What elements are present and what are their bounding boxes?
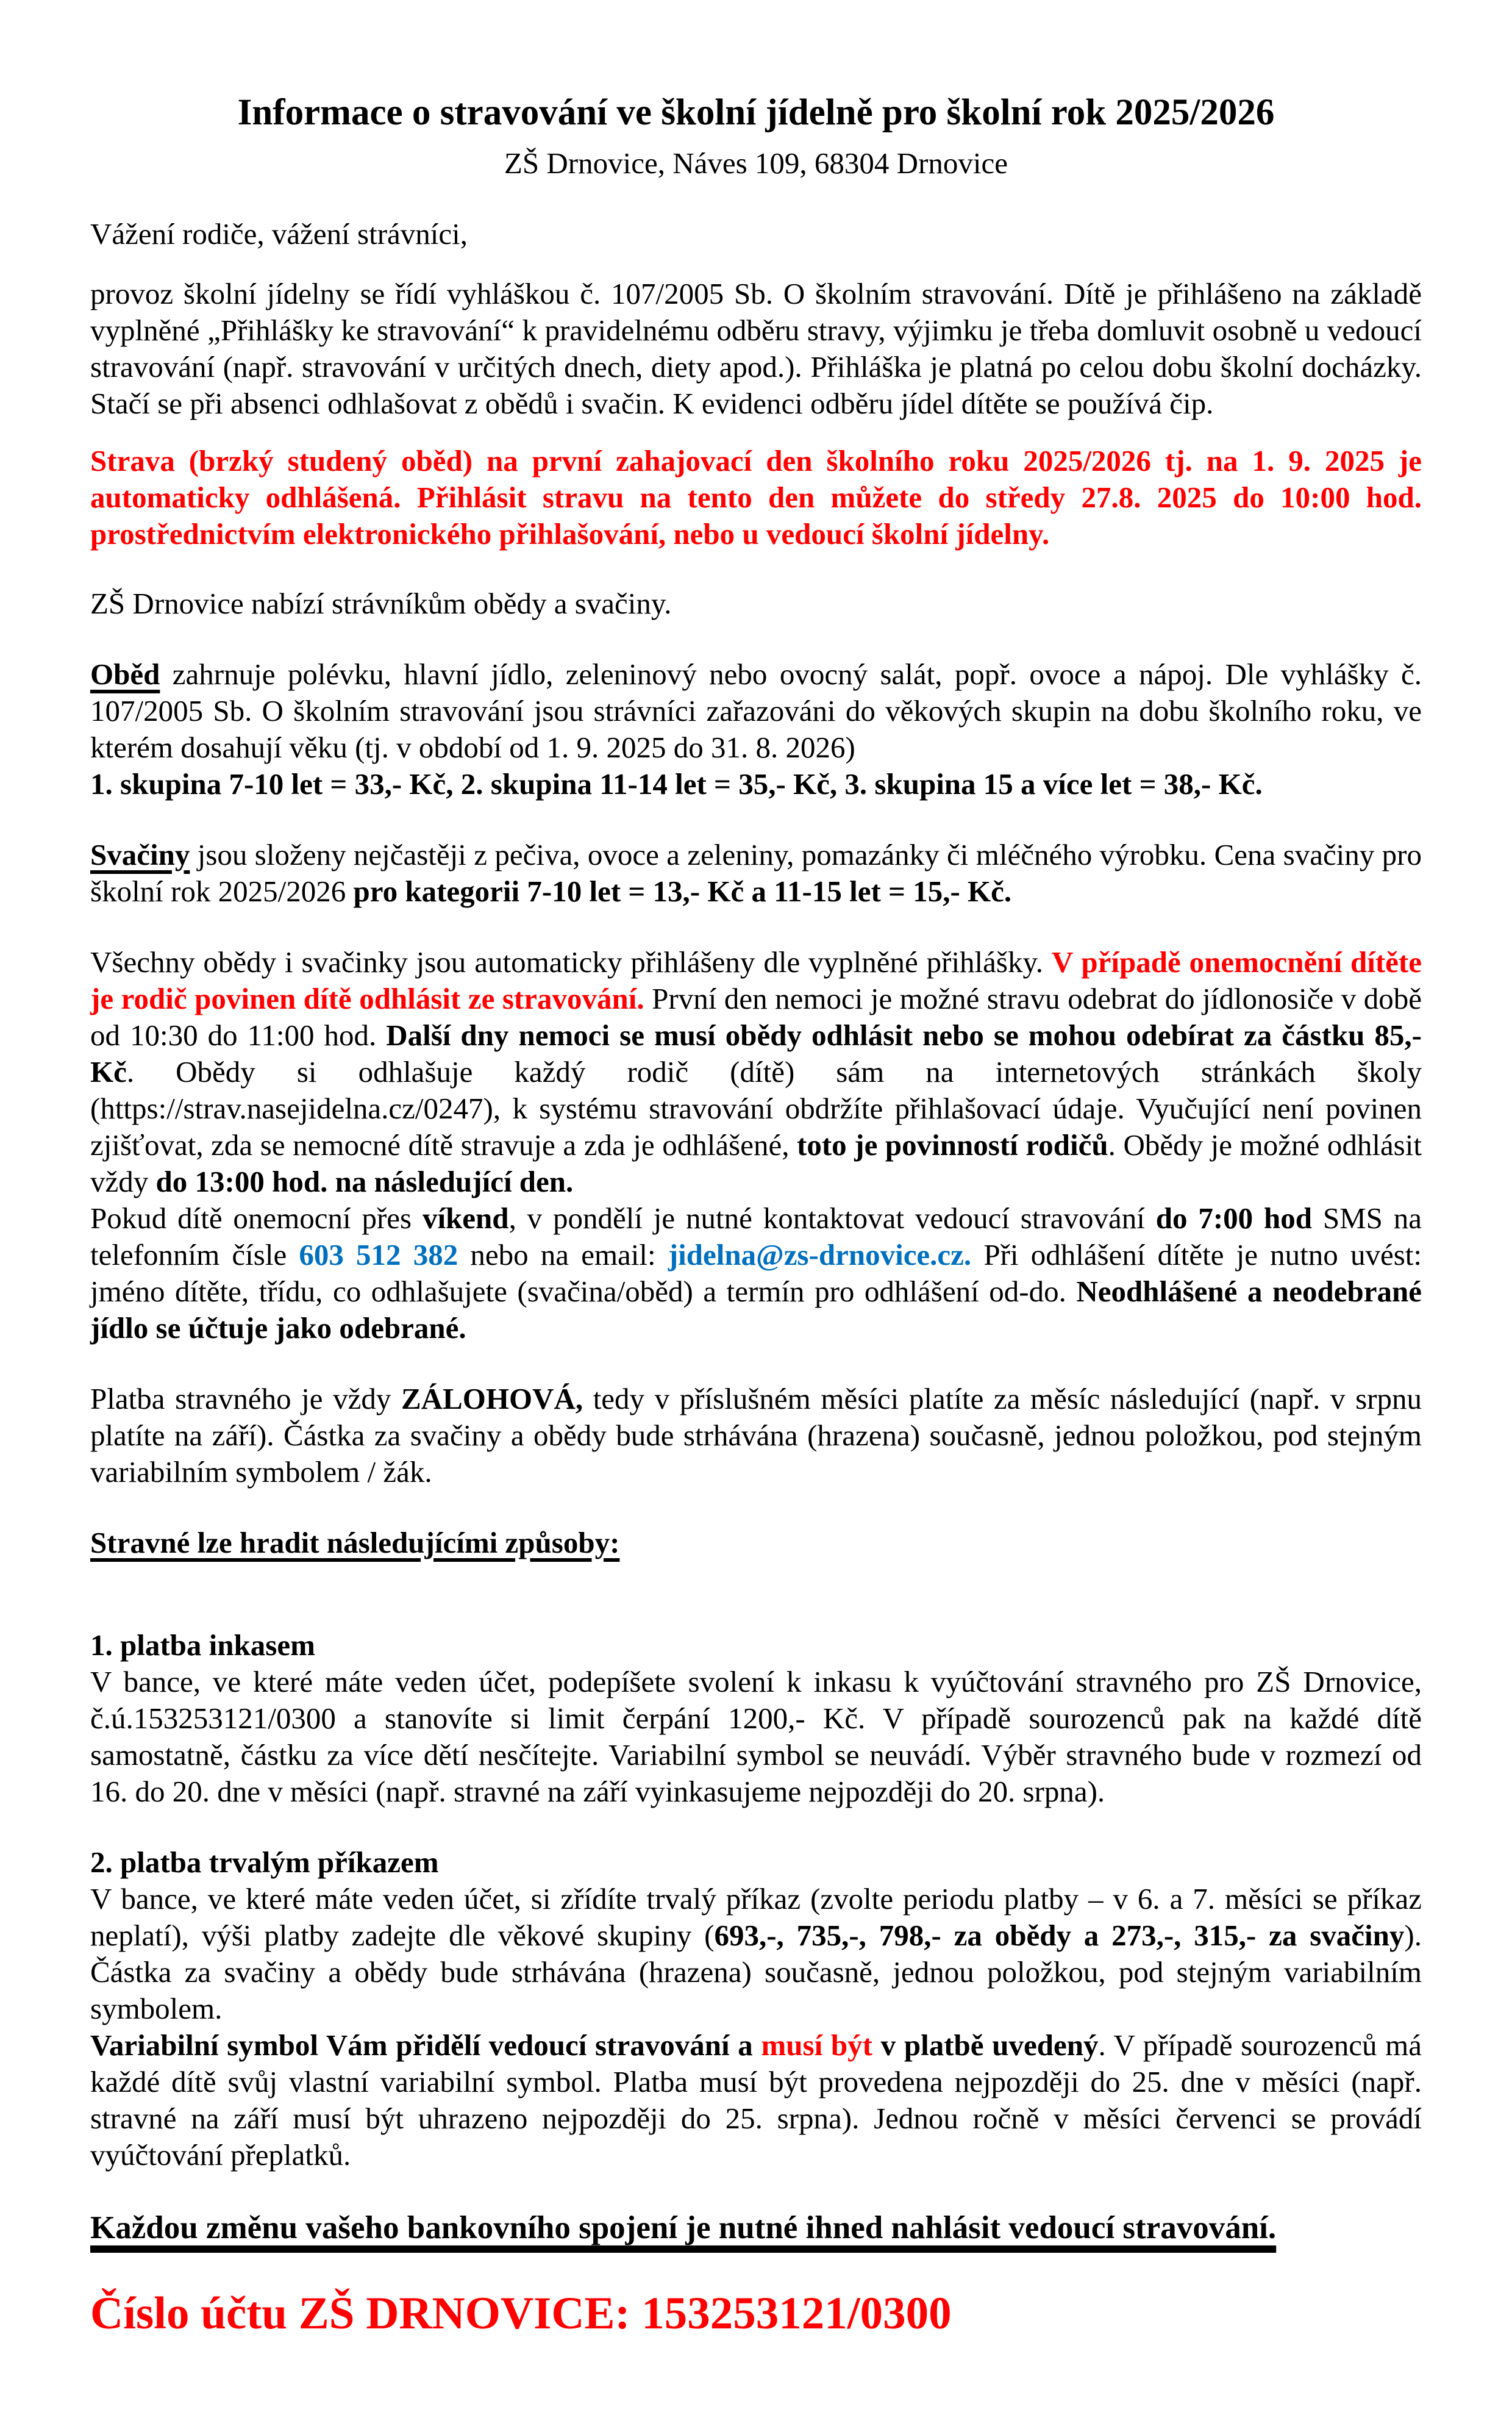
text-run: Každou změnu vašeho bankovního spojení je nutné ihned nahlásit vedoucí stravování. <box>90 2210 1277 2245</box>
text-run: ). Částka za svačiny a obědy bude strhávána (hrazena) současně, jednou položkou, pod stejným variabilním symbolem. <box>90 1919 1422 2025</box>
text-run: Strava (brzký studený oběd) na první zahajovací den školního roku 2025/2026 tj. na 1. 9. 2025 je automaticky odhlášená. Přihlásit stravu na tento den můžete do středy 27.8. 2025 do 10:00 hod. prostřednictvím elektronického přihlašování, nebo u vedoucí školní jídelny. <box>90 444 1422 551</box>
text-run: Platba stravného je vždy <box>90 1382 401 1415</box>
text-run: Neodhlášené a neodebrané jídlo se účtuje jako odebrané. <box>90 1275 1422 1345</box>
paragraph-cancellation <box>90 944 1422 1347</box>
text-run: Oběd <box>90 657 160 691</box>
text-run: První den nemoci je možné stravu odebrat do jídlonosiče v době od 10:30 do 11:00 hod. <box>90 982 1422 1052</box>
text-run: víkend <box>422 1201 509 1235</box>
text-run: provoz školní jídelny se řídí vyhláškou č. 107/2005 Sb. O školním stravování. Dítě je přihlášeno na základě vyplněné „Přihlášky ke stravování“ k pravidelnému odběru stravy, výjimku je třeba domluvit osobně u vedoucí stravování (např. stravování v určitých dnech, diety apod.). Přihláška je platná po celou dobu školní docházky. Stačí se při absenci odhlašovat z obědů i svačin. K evidenci odběru jídel dítěte se používá čip. <box>90 277 1422 420</box>
text-run: . Obědy je možné odhlásit vždy <box>90 1128 1422 1198</box>
text-run: 2. platba trvalým příkazem <box>90 1845 439 1879</box>
text-run: V případě onemocnění dítěte je rodič povinen dítě odhlásit ze stravování. <box>90 945 1422 1015</box>
text-run: SMS na telefonním čísle <box>90 1201 1422 1272</box>
text-run: jsou složeny nejčastěji z pečiva, ovoce a zeleniny, pomazánky či mléčného výrobku. Cena svačiny pro školní rok 2025/2026 <box>90 838 1422 908</box>
paragraph-lunch <box>90 656 1422 803</box>
paragraph-offer <box>90 585 1422 622</box>
text-run: ZÁLOHOVÁ, <box>401 1382 583 1415</box>
text-run: , v pondělí je nutné kontaktovat vedoucí stravování <box>508 1201 1156 1235</box>
text-run: nebo na email: <box>458 1238 668 1272</box>
heading-account-number <box>90 2286 1422 2342</box>
text-run: Pokud dítě onemocní přes <box>90 1201 423 1235</box>
paragraph-intro <box>90 276 1422 422</box>
text-run: Všechny obědy i svačinky jsou automaticky přihlášeny dle vyplněné přihlášky. <box>90 945 1052 979</box>
subheading-standing-order <box>90 1844 1422 1881</box>
text-run: do 13:00 hod. na následující den. <box>155 1165 574 1198</box>
text-run: V bance, ve které máte veden účet, podepíšete svolení k inkasu k vyúčtování stravného pro ZŠ Drnovice, č.ú.153253121/0300 a stanovíte si limit čerpání 1200,- Kč. V případě sourozenců pak na každé dítě samostatně, částku za více dětí nesčítejte. Variabilní symbol se neuvádí. Výběr stravného bude v rozmezí od 16. do 20. dne v měsíci (např. stravné na září vyinkasujeme nejpozději do 20. srpna). <box>90 1665 1422 1808</box>
heading-payment-methods <box>90 1525 1422 1561</box>
text-run: 693,-, 735,-, 798,- za obědy a 273,-, 315,- za svačiny <box>714 1919 1405 1952</box>
document-subtitle: ZŠ Drnovice, Náves 109, 68304 Drnovice <box>504 146 1008 180</box>
text-run: musí být <box>761 2028 872 2062</box>
text-run: Variabilní symbol Vám přidělí vedoucí stravování a <box>90 2028 761 2062</box>
text-run: toto je povinností rodičů <box>797 1128 1108 1162</box>
text-run: . V případě sourozenců má každé dítě svůj vlastní variabilní symbol. Platba musí být provedena nejpozději do 25. dne v měsíci (např. stravné na září musí být uhrazeno nejpozději do 25. srpna). Jednou ročně v měsíci červenci se provádí vyúčtování přeplatků. <box>90 2028 1422 2172</box>
paragraph-snacks <box>90 837 1422 910</box>
red-notice <box>90 443 1422 553</box>
text-run: zahrnuje polévku, hlavní jídlo, zeleninový nebo ovocný salát, popř. ovoce a nápoj. Dle vyhlášky č. 107/2005 Sb. O školním stravování jsou strávníci zařazováni do věkových skupin na dobu školního roku, ve kterém dosahují věku (tj. v období od 1. 9. 2025 do 31. 8. 2026) <box>90 657 1422 764</box>
text-run: . Obědy si odhlašuje každý rodič (dítě) sám na internetových stránkách školy (https://strav.nasejidelna.cz/0247), k systému stravování obdržíte přihlašovací údaje. Vyučující není povinen zjišťovat, zda se nemocné dítě stravuje a zda je odhlášené, <box>90 1055 1422 1162</box>
document-title: Informace o stravování ve školní jídelně pro školní rok 2025/2026 <box>237 92 1275 133</box>
text-run: tedy v příslušném měsíci platíte za měsíc následující (např. v srpnu platíte na září). Částka za svačiny a obědy bude strhávána (hrazena) současně, jednou položkou, pod stejným variabilním symbolem / žák. <box>90 1382 1422 1489</box>
text-run: do 7:00 hod <box>1155 1201 1313 1235</box>
subheading-inkaso <box>90 1627 1422 1664</box>
text-run: Vážení rodiče, vážení strávníci, <box>90 217 468 251</box>
paragraph-inkaso <box>90 1664 1422 1810</box>
text-run: Při odhlášení dítěte je nutno uvést: jméno dítěte, třídu, co odhlašujete (svačina/oběd) a termín pro odhlášení od-do. <box>90 1238 1422 1308</box>
document-body <box>90 216 1422 2342</box>
text-run: Svačiny <box>90 838 190 871</box>
text-run: Další dny nemoci se musí obědy odhlásit nebo se mohou odebírat za částku 85,- Kč <box>90 1018 1422 1089</box>
text-run: pro kategorii 7-10 let = 13,- Kč a 11-15 let = 15,- Kč. <box>353 875 1012 908</box>
phone-link[interactable]: 603 512 382 <box>299 1238 458 1272</box>
text-run: 1. skupina 7-10 let = 33,- Kč, 2. skupina 11-14 let = 35,- Kč, 3. skupina 15 a více let = 38,- Kč. <box>90 767 1263 801</box>
text-run: V bance, ve které máte veden účet, si zřídíte trvalý příkaz (zvolte periodu platby – v 6. a 7. měsíci se příkaz neplatí), výši platby zadejte dle věkové skupiny ( <box>90 1882 1422 1952</box>
text-run: v platbě uvedený <box>872 2028 1099 2062</box>
email-link[interactable]: jidelna@zs-drnovice.cz. <box>668 1238 972 1272</box>
text-run: ZŠ Drnovice nabízí strávníkům obědy a svačiny. <box>90 587 672 620</box>
text-run: 1. platba inkasem <box>90 1628 315 1662</box>
paragraph-payment-advance <box>90 1381 1422 1490</box>
heading-bank-change <box>90 2208 1422 2248</box>
text-run: Stravné lze hradit následujícími způsoby: <box>90 1526 620 1559</box>
salutation <box>90 216 1422 252</box>
paragraph-standing-order <box>90 1881 1422 2174</box>
text-run: Číslo účtu ZŠ DRNOVICE: 153253121/0300 <box>90 2288 952 2339</box>
